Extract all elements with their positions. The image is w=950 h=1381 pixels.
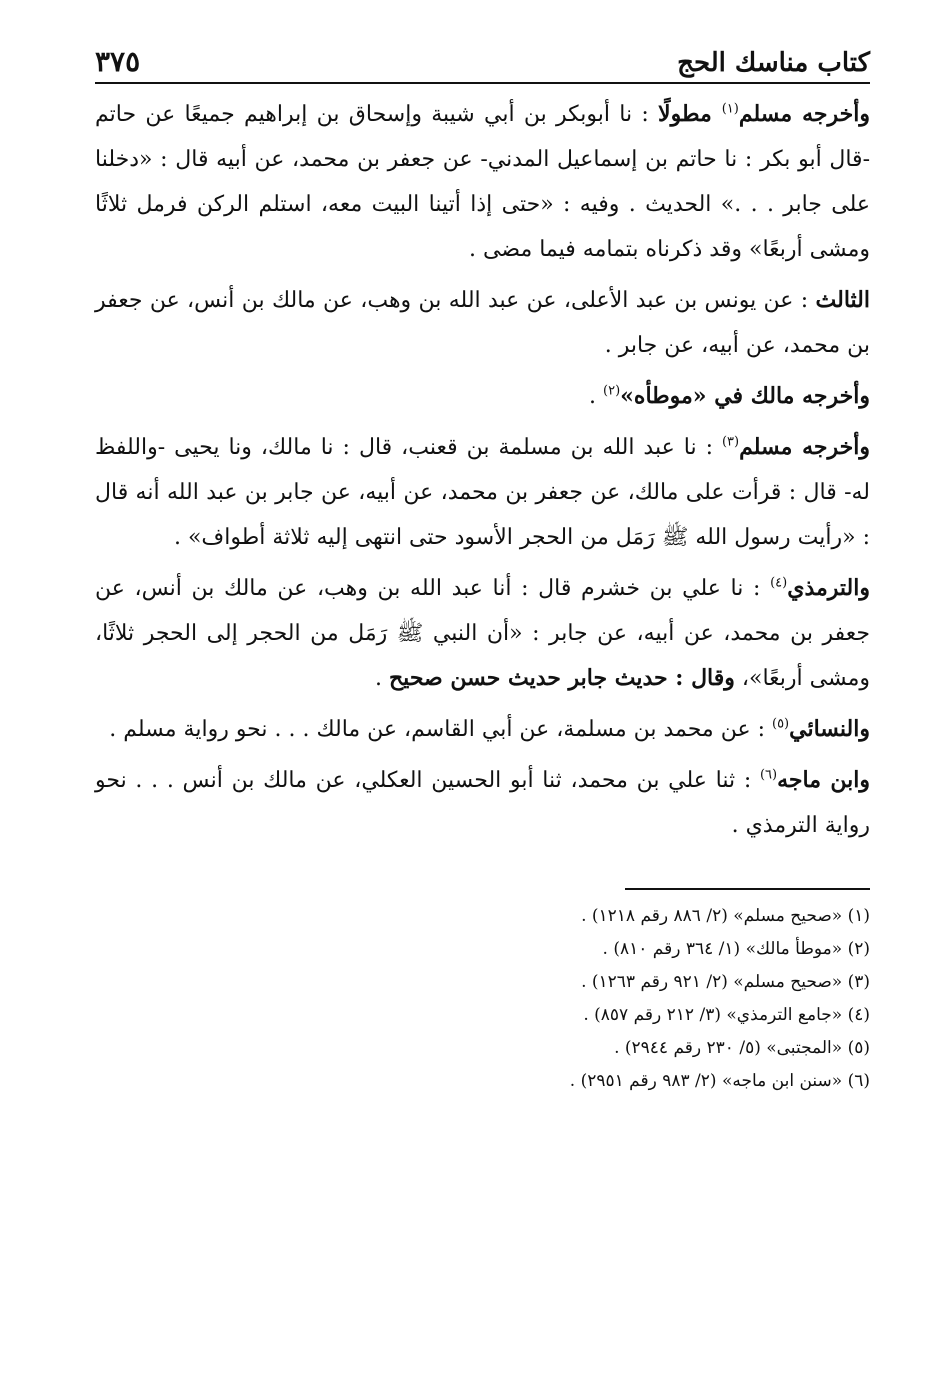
- page-number: ٣٧٥: [95, 45, 141, 78]
- footnote-item: (٤) «جامع الترمذي» (٣/ ٢١٢ رقم ٨٥٧) .: [583, 1005, 870, 1025]
- book-page: [95, 30, 870, 1098]
- footnote-ref: (٦): [759, 767, 778, 783]
- paragraph-text: : نا أبوبكر بن أبي شيبة وإسحاق بن إبراهيم جميعًا عن حاتم -قال أبو بكر : نا حاتم بن إسماعيل المدني- عن جعفر بن محمد، عن أبيه قال : «دخلنا على جابر . . .» الحديث . وفيه : «حتى إذا أتينا البيت معه، استلم الركن فرمل ثلاثًا ومشى أربعًا» وقد ذكرناه بتمامه فيما مضى .: [95, 102, 870, 262]
- footnote-ref: (٣): [721, 434, 740, 450]
- footnote-ref: (٥): [771, 716, 790, 732]
- paragraph-text: : نا عبد الله بن مسلمة بن قعنب، قال : نا مالك، ونا يحيى -واللفظ له- قال : قرأت على مالك، عن جعفر بن محمد، عن أبيه، عن جابر بن عبد الله أنه قال : «رأيت رسول الله ﷺ رَمَل من الحجر الأسود حتى انتهى إليه ثلاثة أطواف» .: [95, 435, 870, 550]
- page-header: [95, 30, 870, 84]
- paragraph-lead: والنسائي: [789, 716, 870, 742]
- footnote-item: (٦) «سنن ابن ماجه» (٢/ ٩٨٣ رقم ٢٩٥١) .: [569, 1071, 870, 1091]
- paragraph-lead: الثالث: [815, 287, 870, 313]
- paragraph-lead-2: مطولًا: [658, 101, 722, 127]
- paragraph-tirmidhi: [95, 566, 870, 701]
- paragraph-text: : عن محمد بن مسلمة، عن أبي القاسم، عن مالك . . . نحو رواية مسلم .: [109, 717, 772, 742]
- footnote-ref: (٤): [770, 575, 788, 591]
- paragraph-text: .: [589, 384, 604, 409]
- paragraph-lead: وابن ماجه: [777, 767, 870, 793]
- paragraph-lead: وأخرجه مسلم: [738, 101, 870, 127]
- paragraph-muslim-1: [95, 92, 870, 272]
- footnote-ref: (١): [721, 101, 739, 117]
- paragraph-text: : ثنا علي بن محمد، ثنا أبو الحسين العكلي، عن مالك بن أنس . . . نحو رواية الترمذي .: [95, 768, 870, 838]
- footnotes: [95, 900, 870, 1098]
- paragraph-text: : نا علي بن خشرم قال : أنا عبد الله بن وهب، عن مالك بن أنس، عن جعفر بن محمد، عن أبيه، عن جابر : «أن النبي ﷺ رَمَل من الحجر إلى الحجر ثلاثًا، ومشى أربعًا»،: [95, 576, 870, 691]
- paragraph-lead: وأخرجه مسلم: [739, 434, 870, 460]
- paragraph-lead: وأخرجه مالك في «موطأه»: [620, 383, 870, 409]
- paragraph-text: : عن يونس بن عبد الأعلى، عن عبد الله بن وهب، عن مالك بن أنس، عن جعفر بن محمد، عن أبيه، عن جابر .: [95, 288, 870, 358]
- paragraph-malik: [95, 374, 870, 419]
- footnote-item: (٢) «موطأ مالك» (١/ ٣٦٤ رقم ٨١٠) .: [602, 939, 870, 959]
- footnote-item: (٣) «صحيح مسلم» (٢/ ٩٢١ رقم ١٢٦٣) .: [581, 972, 870, 992]
- paragraph-tail: .: [374, 666, 389, 691]
- book-title: كتاب مناسك الحج: [677, 48, 870, 78]
- paragraph-grading: وقال : حديث جابر حديث حسن صحيح: [388, 665, 735, 691]
- paragraph-third: [95, 278, 870, 368]
- paragraph-muslim-2: [95, 425, 870, 560]
- paragraph-lead: والترمذي: [787, 575, 870, 601]
- footnote-divider: [625, 888, 870, 890]
- footnote-item: (٥) «المجتبى» (٥/ ٢٣٠ رقم ٢٩٤٤) .: [614, 1038, 870, 1058]
- footnote-ref: (٢): [603, 383, 621, 399]
- paragraph-nasai: [95, 707, 870, 752]
- paragraph-ibn-majah: [95, 758, 870, 848]
- footnote-item: (١) «صحيح مسلم» (٢/ ٨٨٦ رقم ١٢١٨) .: [581, 906, 870, 926]
